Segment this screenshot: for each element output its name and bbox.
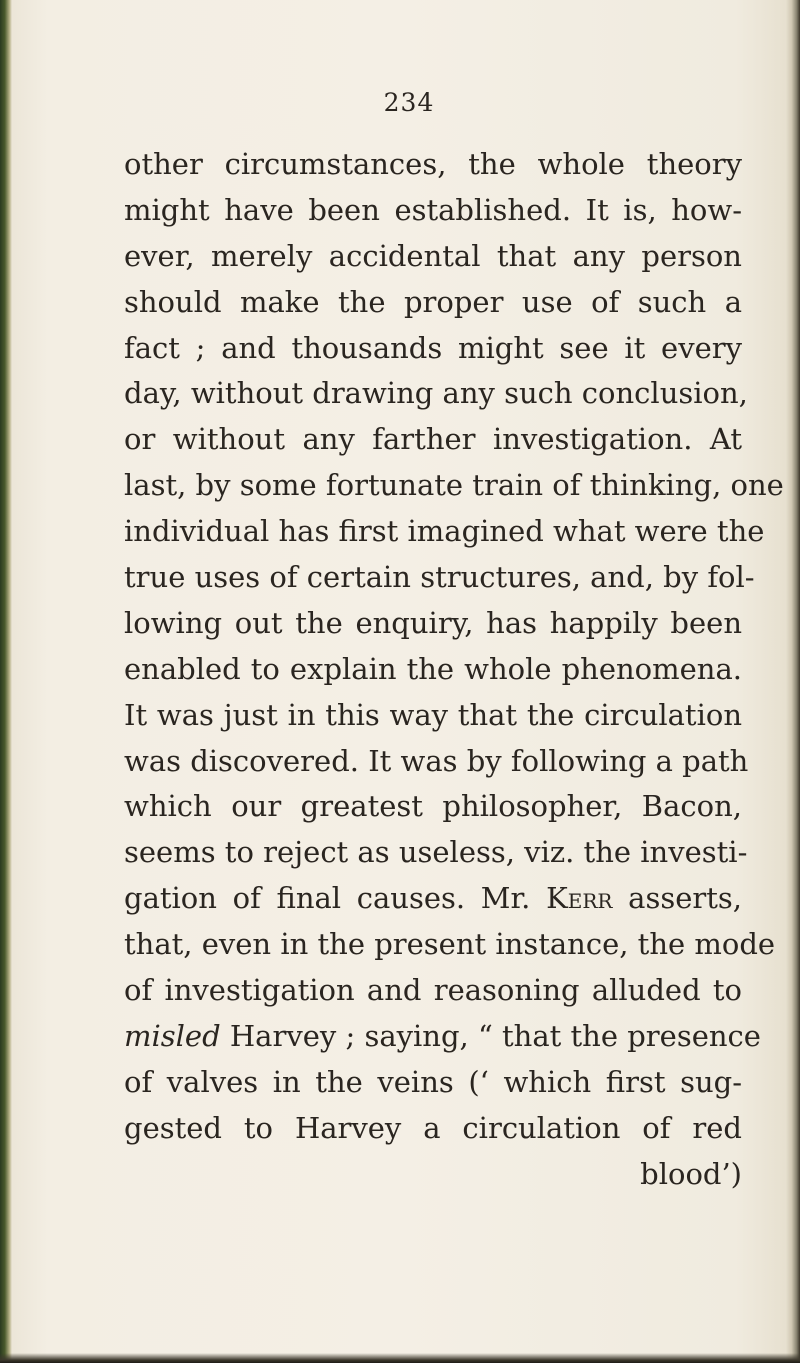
page-edge-right	[786, 0, 800, 1363]
text-line: It was just in this way that the circulation	[124, 697, 742, 732]
text-line-catchword: blood’)	[640, 1156, 742, 1191]
text-line: ever, merely accidental that any person	[124, 238, 742, 273]
text-line: other circumstances, the whole theory	[124, 147, 742, 181]
text-line: that, even in the present instance, the mode	[124, 927, 776, 962]
text-line: might have been established. It is, how-	[124, 192, 742, 227]
text-line: enabled to explain the whole phenomena.	[124, 651, 742, 686]
text-line: or without any farther investigation. At	[124, 422, 742, 457]
page-edge-left	[0, 0, 12, 1363]
text-line-kerr	[124, 876, 742, 922]
page-number: 234	[383, 88, 435, 117]
text-line: day, without drawing any such conclusion,	[124, 376, 748, 411]
text-line: seems to reject as useless, viz. the investi-	[124, 835, 748, 870]
text-line: of valves in the veins (‘ which first sug-	[124, 1064, 742, 1099]
text-line-misled	[124, 1014, 761, 1060]
text-line: which our greatest philosopher, Bacon,	[124, 789, 742, 824]
body-text	[124, 142, 784, 1197]
line-part: Harvey ; saying, “ that the presence	[220, 1018, 761, 1053]
text-line: should make the proper use of such a	[124, 284, 742, 319]
text-line: fact ; and thousands might see it every	[124, 330, 742, 365]
text-line: individual has first imagined what were the	[124, 514, 765, 549]
name-kerr: Kerr	[546, 881, 613, 916]
line-part: gation of final causes. Mr.	[124, 881, 547, 916]
text-line: true uses of certain structures, and, by fol-	[124, 560, 755, 595]
text-line: gested to Harvey a circulation of red	[124, 1110, 742, 1145]
text-line: last, by some fortunate train of thinking, one	[124, 468, 784, 503]
text-line: lowing out the enquiry, has happily been	[124, 605, 742, 640]
text-line: of investigation and reasoning alluded to	[124, 973, 742, 1008]
italic-word-misled: misled	[124, 1018, 221, 1053]
text-line: was discovered. It was by following a path	[124, 743, 749, 778]
line-part: asserts,	[612, 881, 742, 916]
page-edge-bottom	[0, 1353, 800, 1363]
